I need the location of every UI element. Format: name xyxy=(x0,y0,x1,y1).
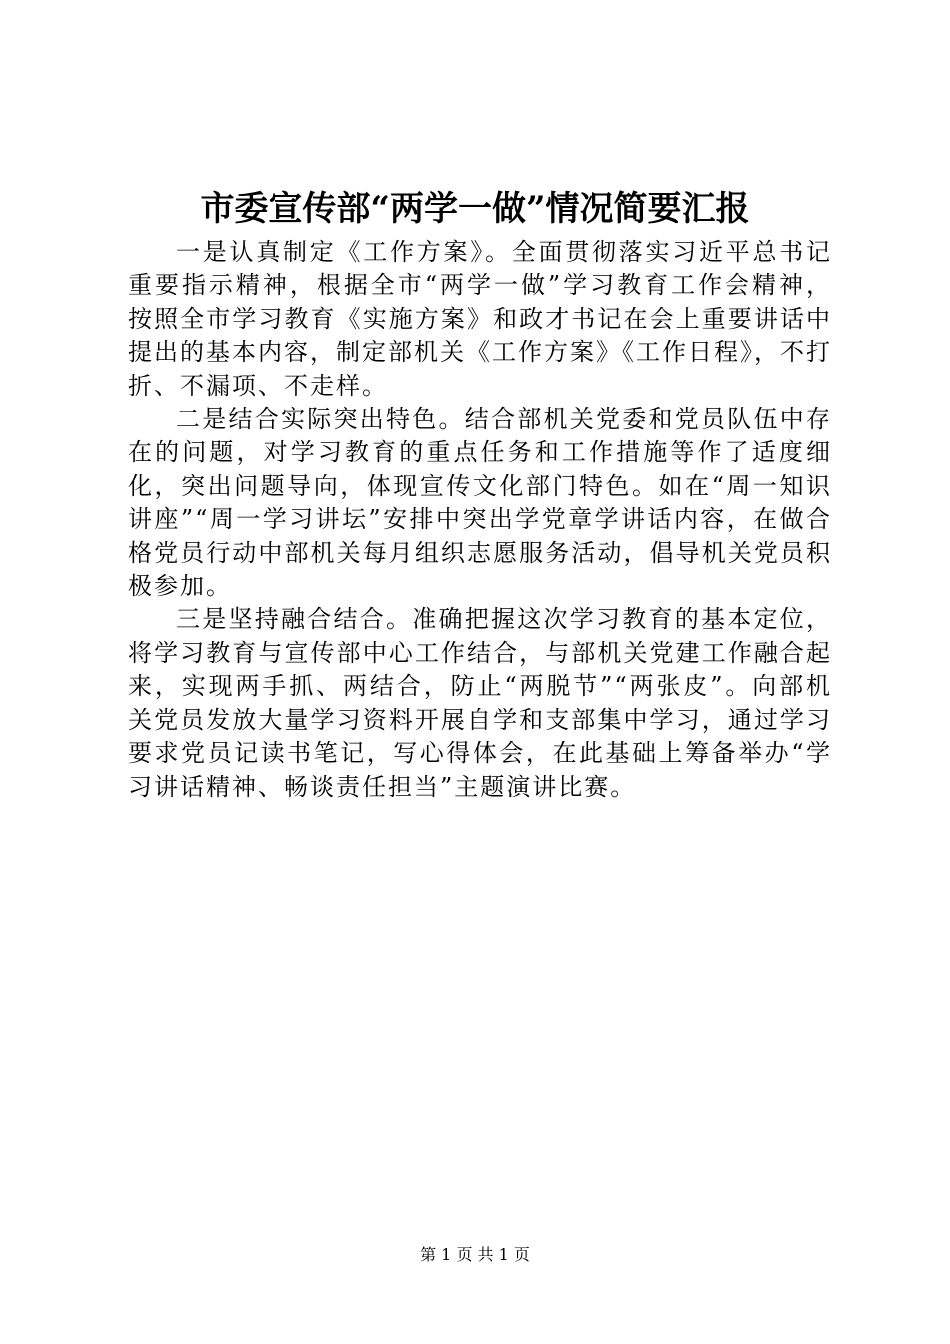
paragraph-1: 一是认真制定《工作方案》。全面贯彻落实习近平总书记重要指示精神，根据全市“两学一做”学习教育工作会精神，按照全市学习教育《实施方案》和政才书记在会上重要讲话中提出的基本内容，制定部机关《工作方案》《工作日程》，不打折、不漏项、不走样。 xyxy=(128,238,832,400)
document-title: 市委宣传部“两学一做”情况简要汇报 xyxy=(200,189,750,229)
page-footer: 第 1 页 共 1 页 xyxy=(420,1245,530,1264)
document-body xyxy=(128,236,832,804)
paragraph-3: 三是坚持融合结合。准确把握这次学习教育的基本定位，将学习教育与宣传部中心工作结合，与部机关党建工作融合起来，实现两手抓、两结合，防止“两脱节”“两张皮”。向部机关党员发放大量学习资料开展自学和支部集中学习，通过学习要求党员记读书笔记，写心得体会，在此基础上筹备举办“学习讲话精神、畅谈责任担当”主题演讲比赛。 xyxy=(128,605,832,801)
paragraph-2: 二是结合实际突出特色。结合部机关党委和党员队伍中存在的问题，对学习教育的重点任务和工作措施等作了适度细化，突出问题导向，体现宣传文化部门特色。如在“周一知识讲座”“周一学习讲坛”安排中突出学党章学讲话内容，在做合格党员行动中部机关每月组织志愿服务活动，倡导机关党员积极参加。 xyxy=(128,405,832,601)
